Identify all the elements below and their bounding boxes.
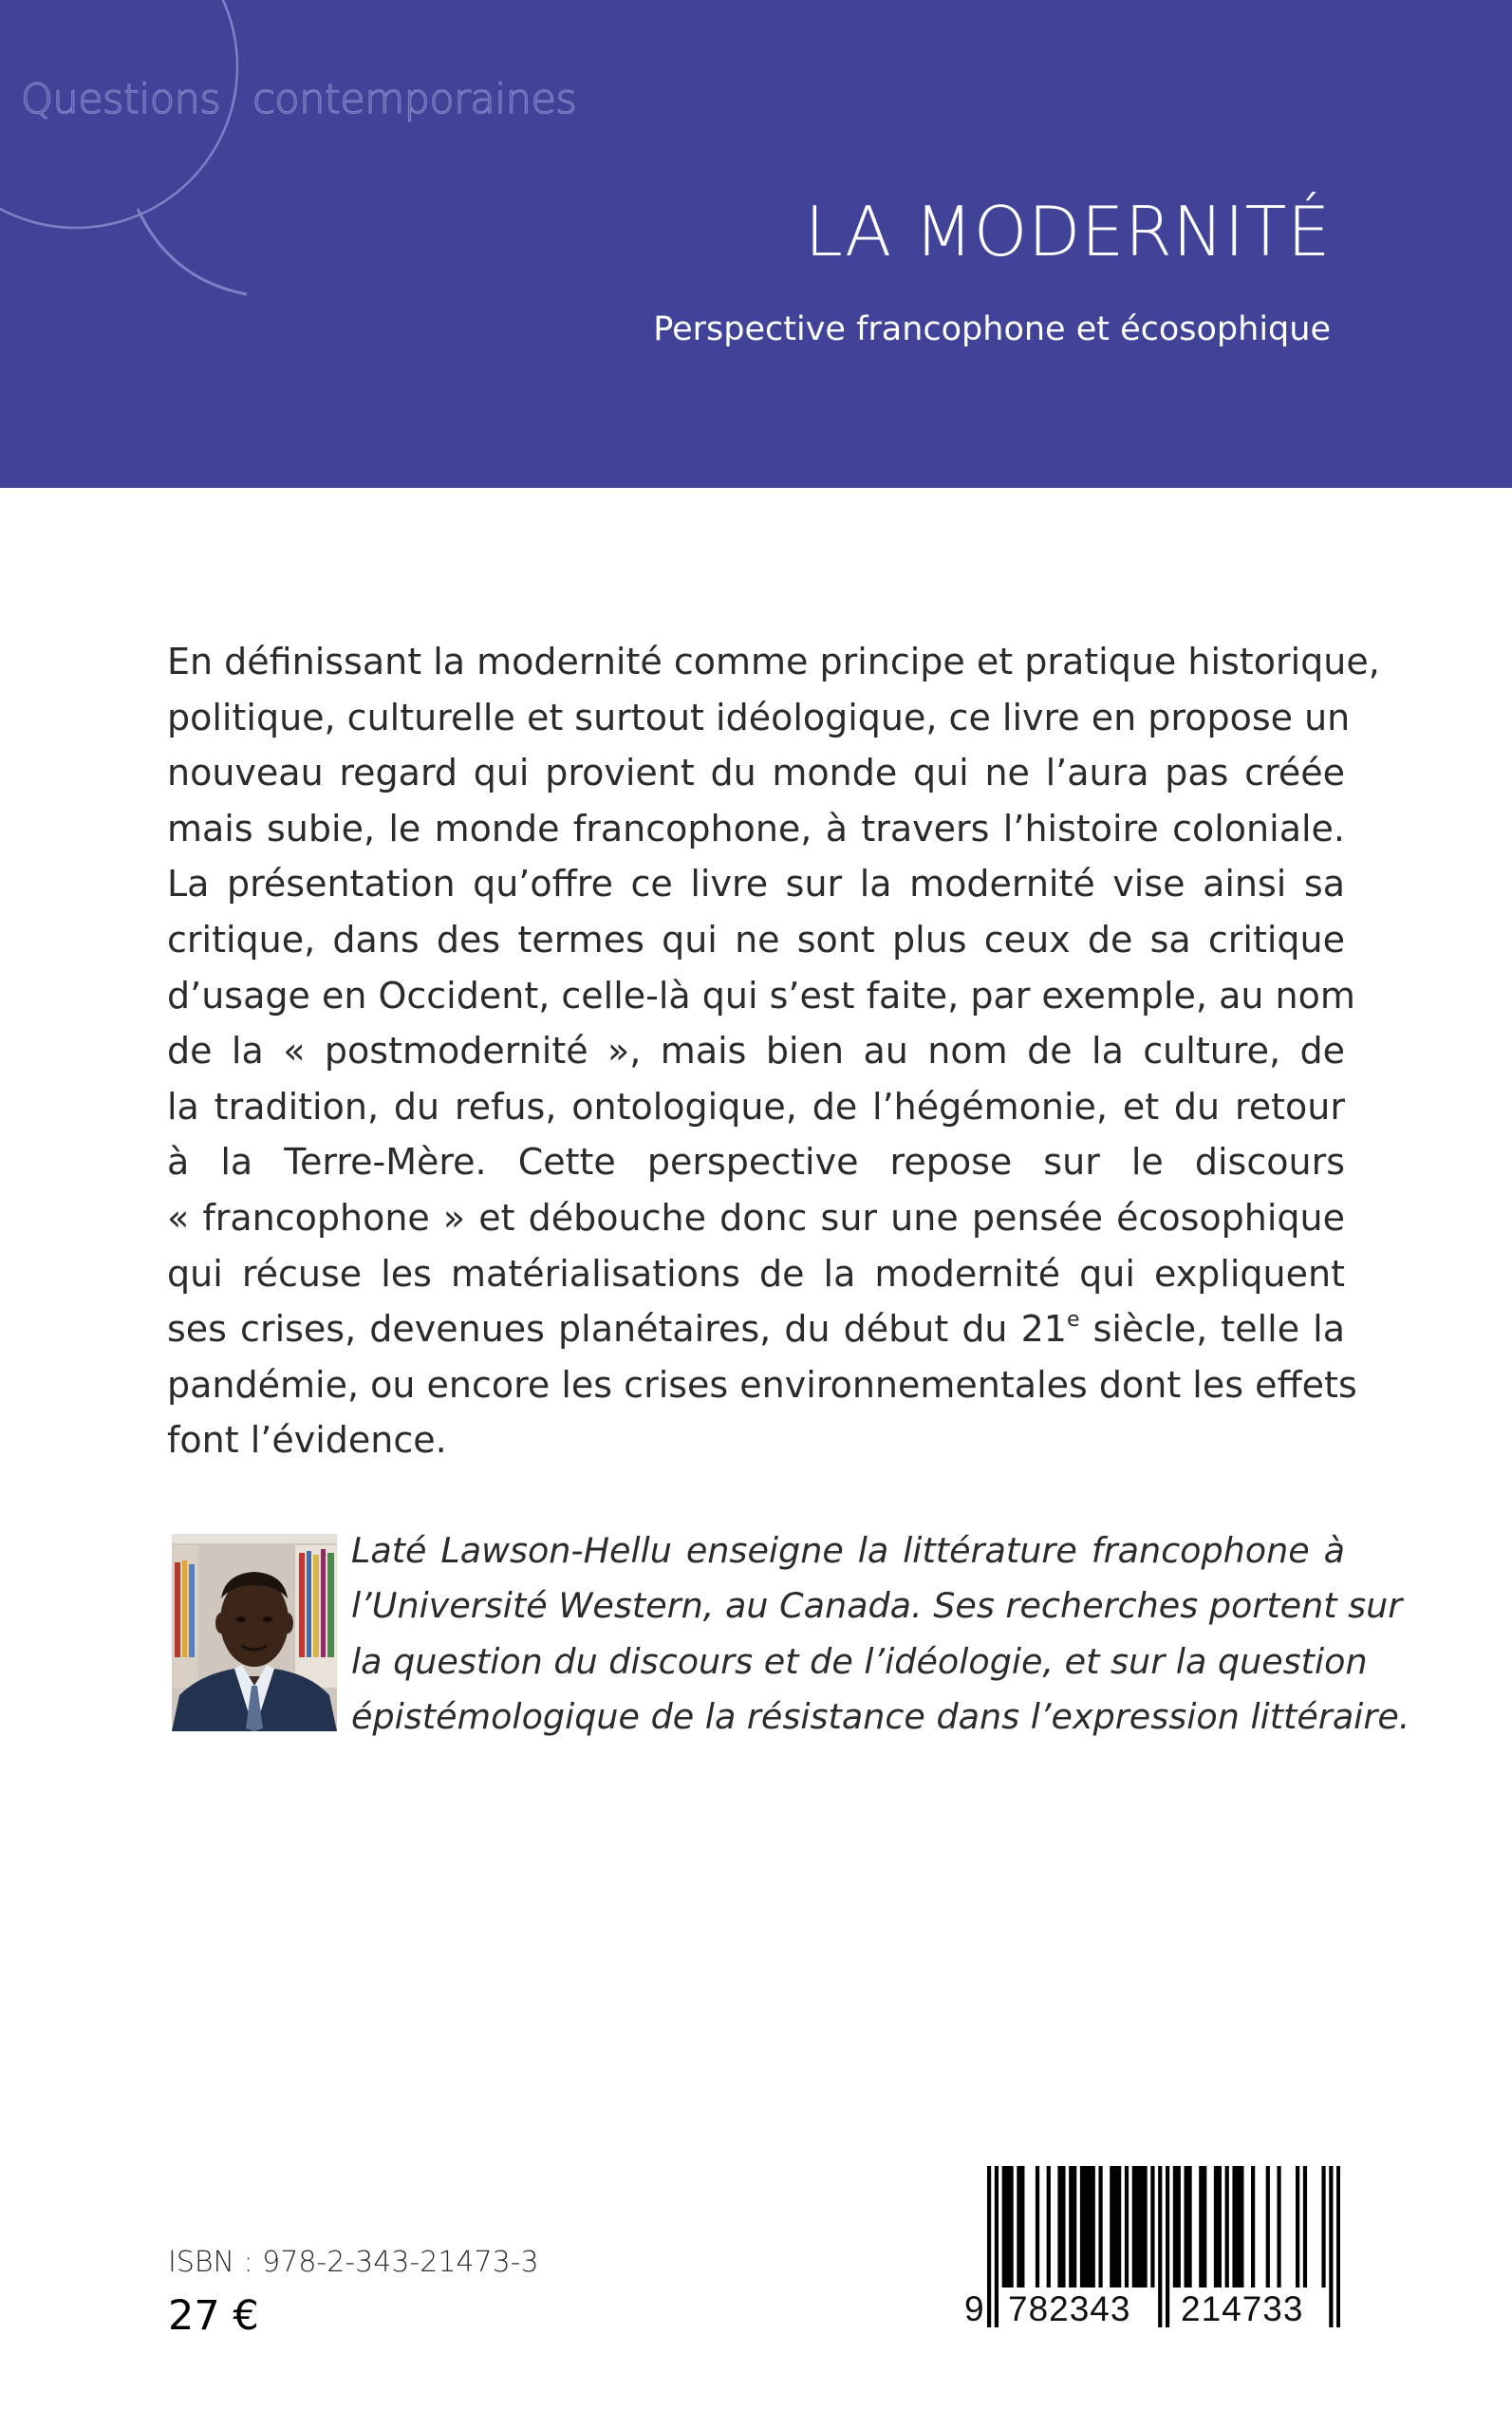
- barcode-bar: [1240, 2166, 1243, 2288]
- barcode-bar: [1199, 2166, 1203, 2288]
- collection-name: [21, 76, 576, 123]
- barcode-bar: [1057, 2166, 1061, 2288]
- author-bio-line: l’Université Western, au Canada. Ses recherches portent sur: [351, 1585, 1403, 1627]
- barcode-bar: [1047, 2166, 1051, 2288]
- barcode-bar: [1329, 2166, 1333, 2327]
- barcode-bar: [1098, 2166, 1102, 2288]
- blurb-line: politique, culturelle et surtout idéologique, ce livre en propose un: [167, 696, 1351, 738]
- barcode-bar: [1140, 2166, 1144, 2288]
- barcode-bar: [1266, 2166, 1270, 2288]
- author-photo: [172, 1534, 337, 1731]
- author-bio: [351, 1523, 1410, 1745]
- barcode-bar: [1218, 2166, 1222, 2288]
- barcode-bar: [1225, 2166, 1229, 2288]
- barcode-bar: [1020, 2166, 1024, 2288]
- blurb-line: la tradition, du refus, ontologique, de l’hégémonie, et du retour: [167, 1085, 1345, 1128]
- barcode-bar: [1009, 2166, 1013, 2288]
- barcode-bar: [1036, 2166, 1039, 2288]
- barcode-bar: [1187, 2166, 1191, 2288]
- barcode-bar: [1214, 2166, 1218, 2288]
- back-cover-blurb: [167, 634, 1380, 1468]
- barcode-bar: [1166, 2166, 1169, 2327]
- blurb-line: [167, 1301, 1345, 1357]
- isbn-number: ISBN : 978-2-343-21473-3: [168, 2246, 539, 2279]
- barcode-bar: [1158, 2166, 1162, 2327]
- blurb-line-part: ses crises, devenues planétaires, du début du 21: [167, 1308, 1067, 1351]
- book-subtitle: Perspective francophone et écosophique: [653, 310, 1331, 348]
- author-bio-line: Laté Lawson-Hellu enseigne la littérature francophone à: [351, 1530, 1345, 1571]
- author-bio-line: épistémologique de la résistance dans l’expression littéraire.: [351, 1695, 1410, 1737]
- barcode-bar: [1073, 2166, 1076, 2288]
- barcode-bar: [1117, 2166, 1121, 2288]
- collection-q-logo: [0, 0, 294, 342]
- barcode-bar: [1092, 2166, 1095, 2288]
- barcode-bar: [1110, 2166, 1113, 2288]
- barcode-bar: [987, 2166, 991, 2327]
- barcode-first-digit: 9: [964, 2289, 985, 2328]
- blurb-line: font l’évidence.: [167, 1419, 447, 1462]
- barcode-bar: [1006, 2166, 1010, 2288]
- blurb-line: « francophone » et débouche donc sur une pensée écosophique: [167, 1196, 1345, 1239]
- barcode-bar: [1143, 2166, 1147, 2288]
- barcode-bar: [1113, 2166, 1117, 2288]
- barcode-bar: [1177, 2166, 1181, 2288]
- barcode-bar: [1150, 2166, 1154, 2288]
- barcode-bar: [1002, 2166, 1006, 2288]
- blurb-line: pandémie, ou encore les crises environnementales dont les effets: [167, 1363, 1357, 1406]
- book-price: 27 €: [168, 2292, 259, 2340]
- blurb-line: de la « postmodernité », mais bien au nom de la culture, de: [167, 1030, 1345, 1073]
- blurb-line: qui récuse les matérialisations de la modernité qui expliquent: [167, 1252, 1345, 1295]
- author-bio-line: la question du discours et de l’idéologie, et sur la question: [351, 1640, 1368, 1682]
- blurb-line: mais subie, le monde francophone, à travers l’histoire coloniale.: [167, 807, 1345, 850]
- barcode-bar: [1236, 2166, 1240, 2288]
- barcode-bar: [1017, 2166, 1020, 2288]
- barcode-digits-right: 214733: [1181, 2289, 1304, 2328]
- barcode-bar: [1080, 2166, 1084, 2288]
- barcode-bar: [1203, 2166, 1206, 2288]
- barcode-bar: [1296, 2166, 1299, 2288]
- century-superscript: e: [1066, 1308, 1080, 1333]
- barcode-bar: [1321, 2166, 1325, 2288]
- blurb-line: d’usage en Occident, celle-là qui s’est faite, par exemple, au nom: [167, 974, 1355, 1017]
- barcode-bar: [1136, 2166, 1140, 2288]
- barcode-bar: [1088, 2166, 1092, 2288]
- barcode-bar: [1336, 2166, 1340, 2327]
- blurb-line: La présentation qu’offre ce livre sur la modernité vise ainsi sa: [167, 863, 1345, 906]
- collection-word-2: contemporaines: [252, 76, 577, 123]
- barcode-bar: [1061, 2166, 1065, 2288]
- blurb-line: En définissant la modernité comme principe et pratique historique,: [167, 641, 1380, 682]
- blurb-line-part: siècle, telle la: [1079, 1308, 1345, 1351]
- barcode-bar: [1303, 2166, 1307, 2288]
- barcode-bar: [1132, 2166, 1136, 2288]
- barcode-bar: [1084, 2166, 1088, 2288]
- header-band: [0, 0, 1512, 488]
- barcode-digits-left: 782343: [1008, 2289, 1131, 2328]
- blurb-line: à la Terre-Mère. Cette perspective repose sur le discours: [167, 1141, 1345, 1184]
- barcode-bar: [1251, 2166, 1255, 2288]
- barcode-bar: [1277, 2166, 1280, 2288]
- barcode-bar: [995, 2166, 999, 2327]
- barcode-bar: [1232, 2166, 1236, 2288]
- barcode-bar: [1173, 2166, 1177, 2288]
- barcode-bar: [1125, 2166, 1129, 2288]
- book-title: LA MODERNITÉ: [804, 192, 1331, 271]
- barcode-bar: [1069, 2166, 1073, 2288]
- blurb-line: critique, dans des termes qui ne sont plus ceux de sa critique: [167, 918, 1345, 961]
- blurb-line: nouveau regard qui provient du monde qui ne l’aura pas créée: [167, 752, 1345, 794]
- collection-word-1: Questions: [21, 76, 221, 123]
- barcode-bar: [1185, 2166, 1188, 2288]
